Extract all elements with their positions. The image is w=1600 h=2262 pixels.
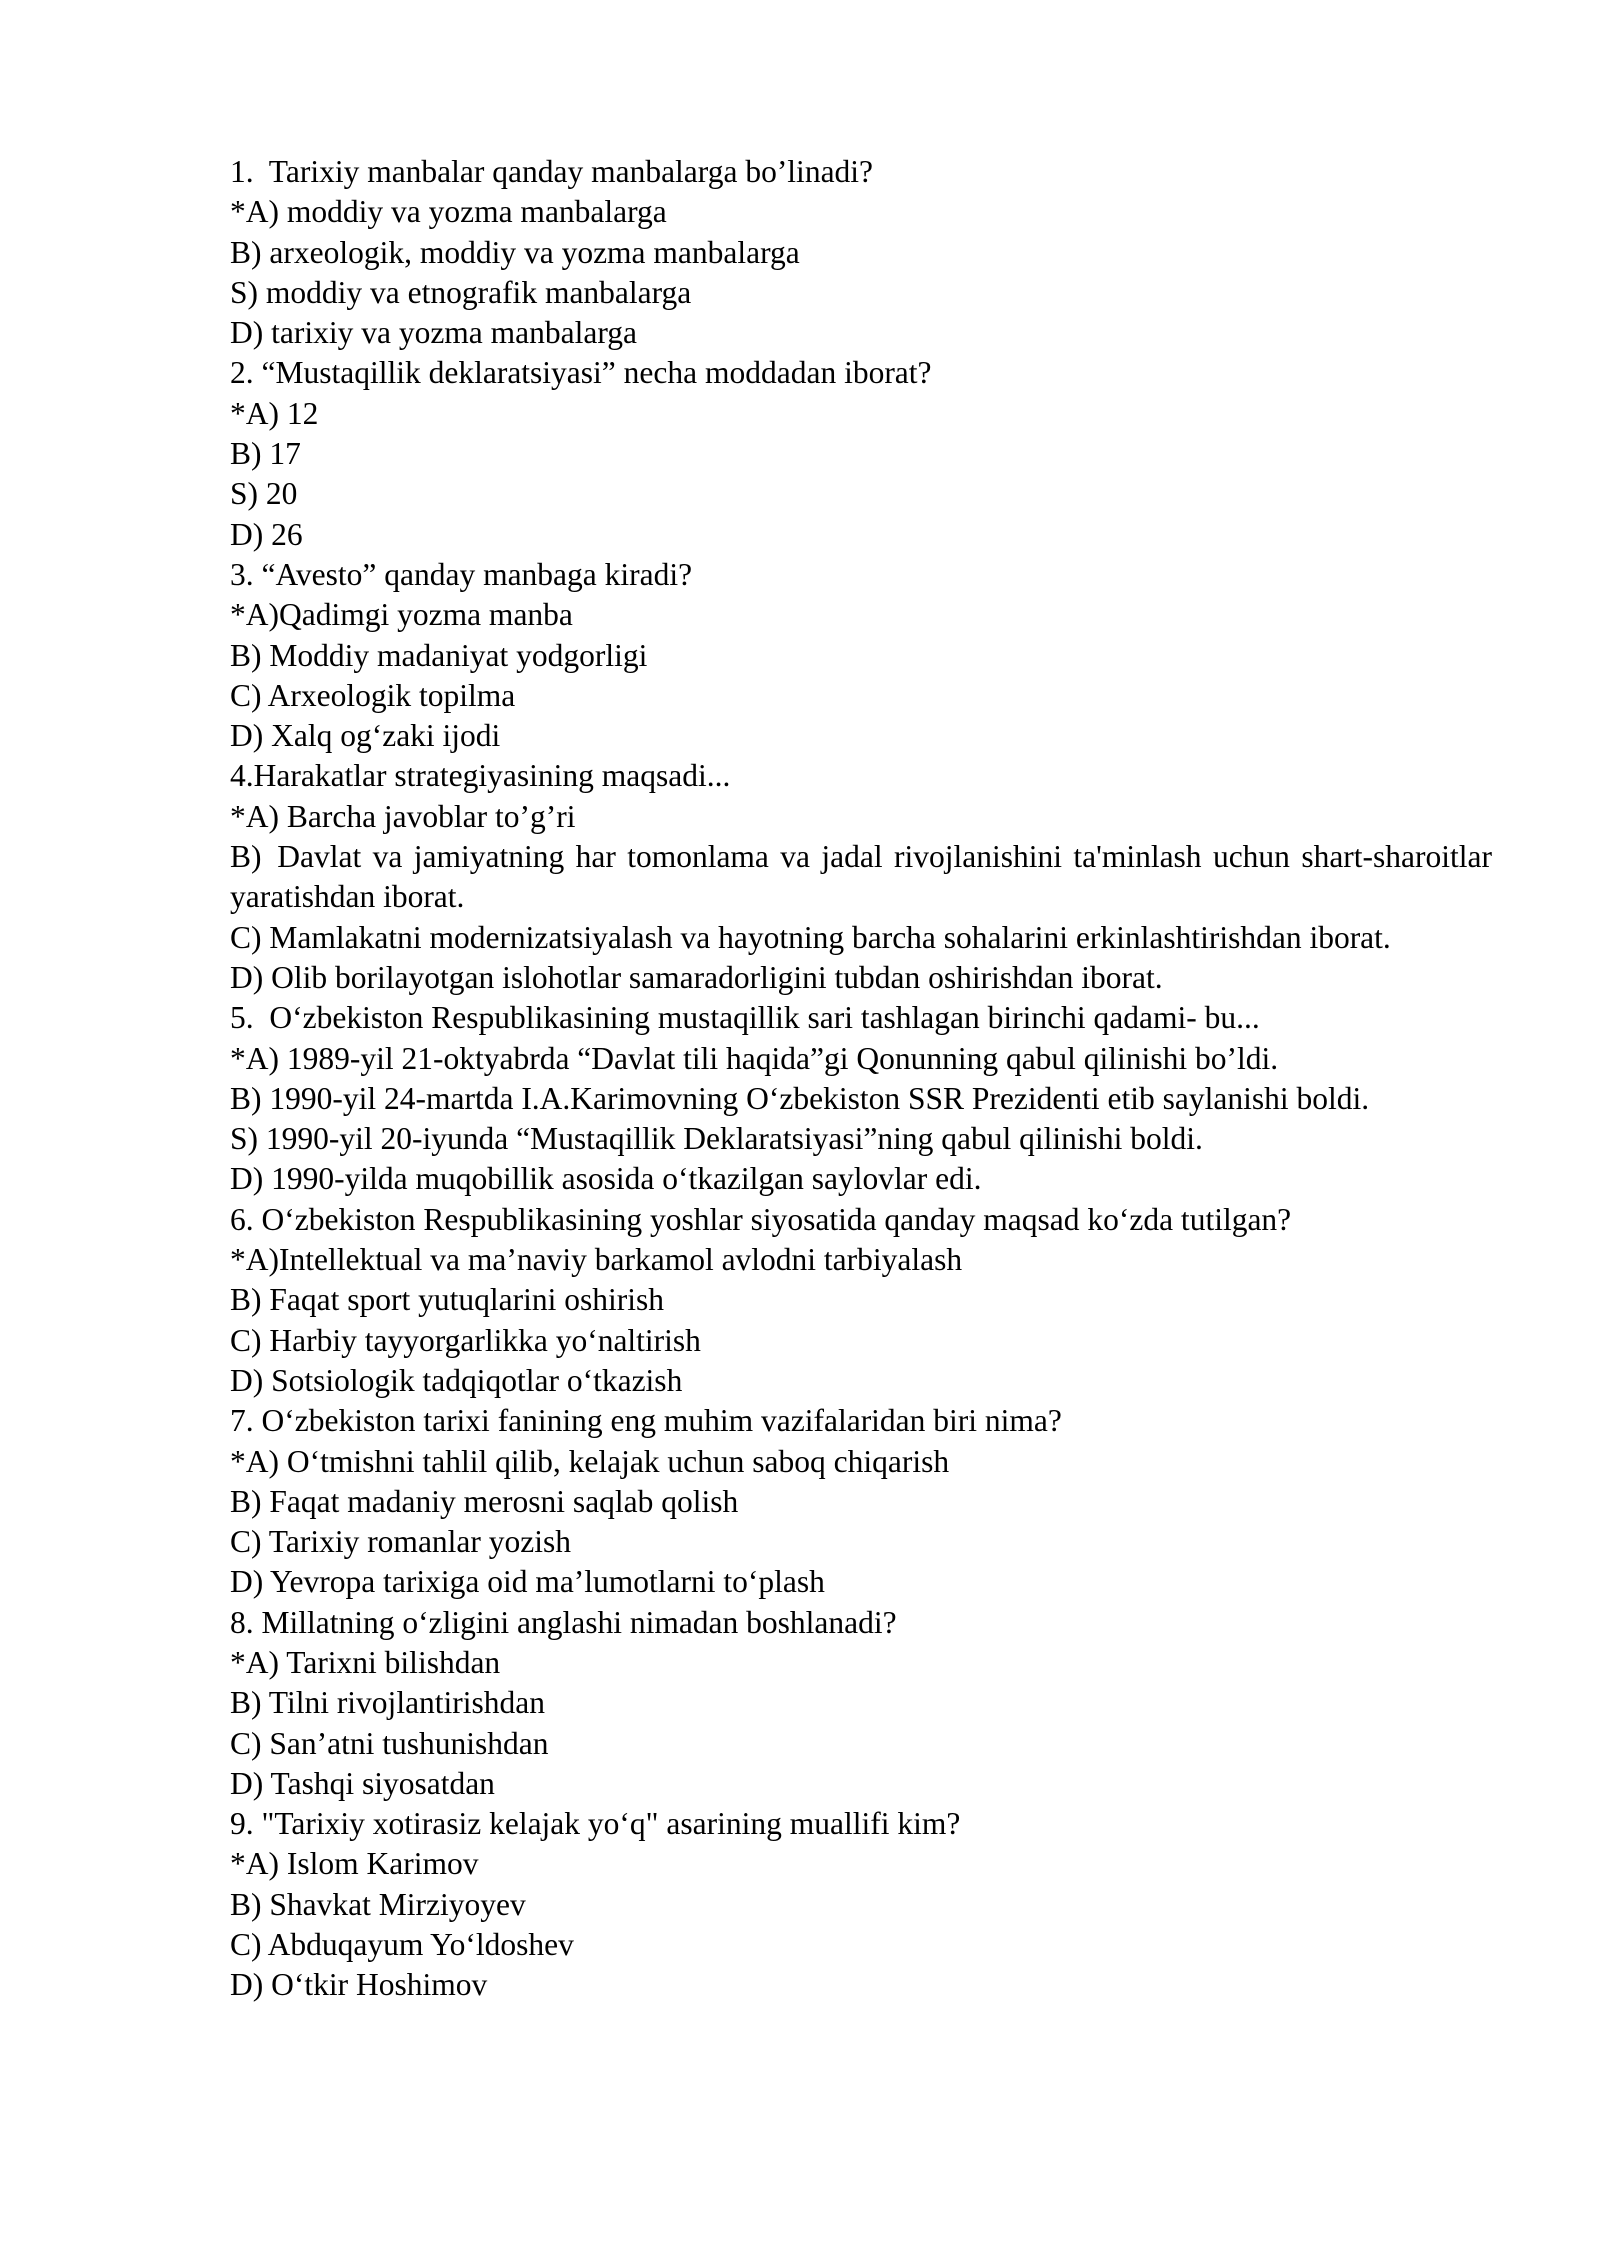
answer-option: C) Mamlakatni modernizatsiyalash va hayotning barcha sohalarini erkinlashtirishdan iborat.	[230, 919, 1391, 955]
answer-option: B) Tilni rivojlantirishdan	[230, 1685, 546, 1721]
answer-option: S) 20	[230, 476, 298, 512]
question-list	[230, 152, 1492, 2006]
answer-option: C) Harbiy tayyorgarlikka yo‘naltirish	[230, 1322, 701, 1358]
answer-option: D) 26	[230, 516, 303, 552]
answer-option: *A) Islom Karimov	[230, 1846, 479, 1882]
question-block-5	[230, 998, 1492, 1199]
question-text: 8. Millatning o‘zligini anglashi nimadan boshlanadi?	[230, 1604, 897, 1640]
answer-option: *A) Tarixni bilishdan	[230, 1644, 501, 1680]
answer-option: D) Sotsiologik tadqiqotlar o‘tkazish	[230, 1362, 683, 1398]
answer-option: B) Faqat madaniy merosni saqlab qolish	[230, 1483, 739, 1519]
answer-option: B) 1990-yil 24-martda I.A.Karimovning O‘zbekiston SSR Prezidenti etib saylanishi boldi.	[230, 1080, 1370, 1116]
answer-option: *A) Barcha javoblar to’g’ri	[230, 798, 576, 834]
answer-option: C) Abduqayum Yo‘ldoshev	[230, 1927, 574, 1963]
question-block-8	[230, 1603, 1492, 1804]
question-text: 2. “Mustaqillik deklaratsiyasi” necha moddadan iborat?	[230, 355, 932, 391]
answer-option: B) Moddiy madaniyat yodgorligi	[230, 637, 648, 673]
question-block-1	[230, 152, 1492, 353]
answer-option: B) 17	[230, 436, 301, 472]
question-text: 3. “Avesto” qanday manbaga kiradi?	[230, 556, 693, 592]
question-block-3	[230, 555, 1492, 756]
answer-option: S) moddiy va etnografik manbalarga	[230, 274, 692, 310]
answer-option: *A) 12	[230, 395, 319, 431]
answer-option: *A) O‘tmishni tahlil qilib, kelajak uchun saboq chiqarish	[230, 1443, 950, 1479]
answer-option: D) Olib borilayotgan islohotlar samaradorligini tubdan oshirishdan iborat.	[230, 959, 1163, 995]
answer-option: B) Faqat sport yutuqlarini oshirish	[230, 1282, 664, 1318]
question-text: 6. O‘zbekiston Respublikasining yoshlar siyosatida qanday maqsad ko‘zda tutilgan?	[230, 1201, 1292, 1237]
answer-option: *A)Qadimgi yozma manba	[230, 597, 573, 633]
question-block-4	[230, 756, 1492, 998]
answer-option: C) Tarixiy romanlar yozish	[230, 1524, 572, 1560]
answer-option: D) Yevropa tarixiga oid ma’lumotlarni to‘plash	[230, 1564, 825, 1600]
question-block-2	[230, 353, 1492, 554]
question-text: 5. O‘zbekiston Respublikasining mustaqillik sari tashlagan birinchi qadami- bu...	[230, 1000, 1260, 1036]
answer-option: B) Davlat va jamiyatning har tomonlama va jadal rivojlanishini ta'minlash uchun shart-sharoitlar yaratishdan iborat.	[230, 839, 1492, 915]
answer-option: *A) 1989-yil 21-oktyabrda “Davlat tili haqida”gi Qonunning qabul qilinishi bo’ldi.	[230, 1040, 1279, 1076]
question-text: 9. "Tarixiy xotirasiz kelajak yo‘q" asarining muallifi kim?	[230, 1806, 961, 1842]
question-block-9	[230, 1804, 1492, 2005]
answer-option: S) 1990-yil 20-iyunda “Mustaqillik Deklaratsiyasi”ning qabul qilinishi boldi.	[230, 1121, 1203, 1157]
answer-option: B) Shavkat Mirziyoyev	[230, 1886, 526, 1922]
answer-option: D) tarixiy va yozma manbalarga	[230, 315, 638, 351]
question-text: 1. Tarixiy manbalar qanday manbalarga bo’linadi?	[230, 154, 874, 189]
answer-option: D) Xalq og‘zaki ijodi	[230, 718, 501, 754]
answer-option: D) 1990-yilda muqobillik asosida o‘tkazilgan saylovlar edi.	[230, 1161, 982, 1197]
question-text: 7. O‘zbekiston tarixi fanining eng muhim vazifalaridan biri nima?	[230, 1403, 1062, 1439]
answer-option: D) Tashqi siyosatdan	[230, 1765, 495, 1801]
answer-option: *A)Intellektual va ma’naviy barkamol avlodni tarbiyalash	[230, 1242, 963, 1278]
answer-option: C) Arxeologik topilma	[230, 677, 516, 713]
answer-option: *A) moddiy va yozma manbalarga	[230, 194, 667, 230]
answer-option: D) O‘tkir Hoshimov	[230, 1967, 488, 2003]
question-block-7	[230, 1401, 1492, 1602]
answer-option: B) arxeologik, moddiy va yozma manbalarga	[230, 234, 800, 270]
question-text: 4.Harakatlar strategiyasining maqsadi...	[230, 758, 731, 794]
answer-option: C) San’atni tushunishdan	[230, 1725, 549, 1761]
question-block-6	[230, 1200, 1492, 1401]
